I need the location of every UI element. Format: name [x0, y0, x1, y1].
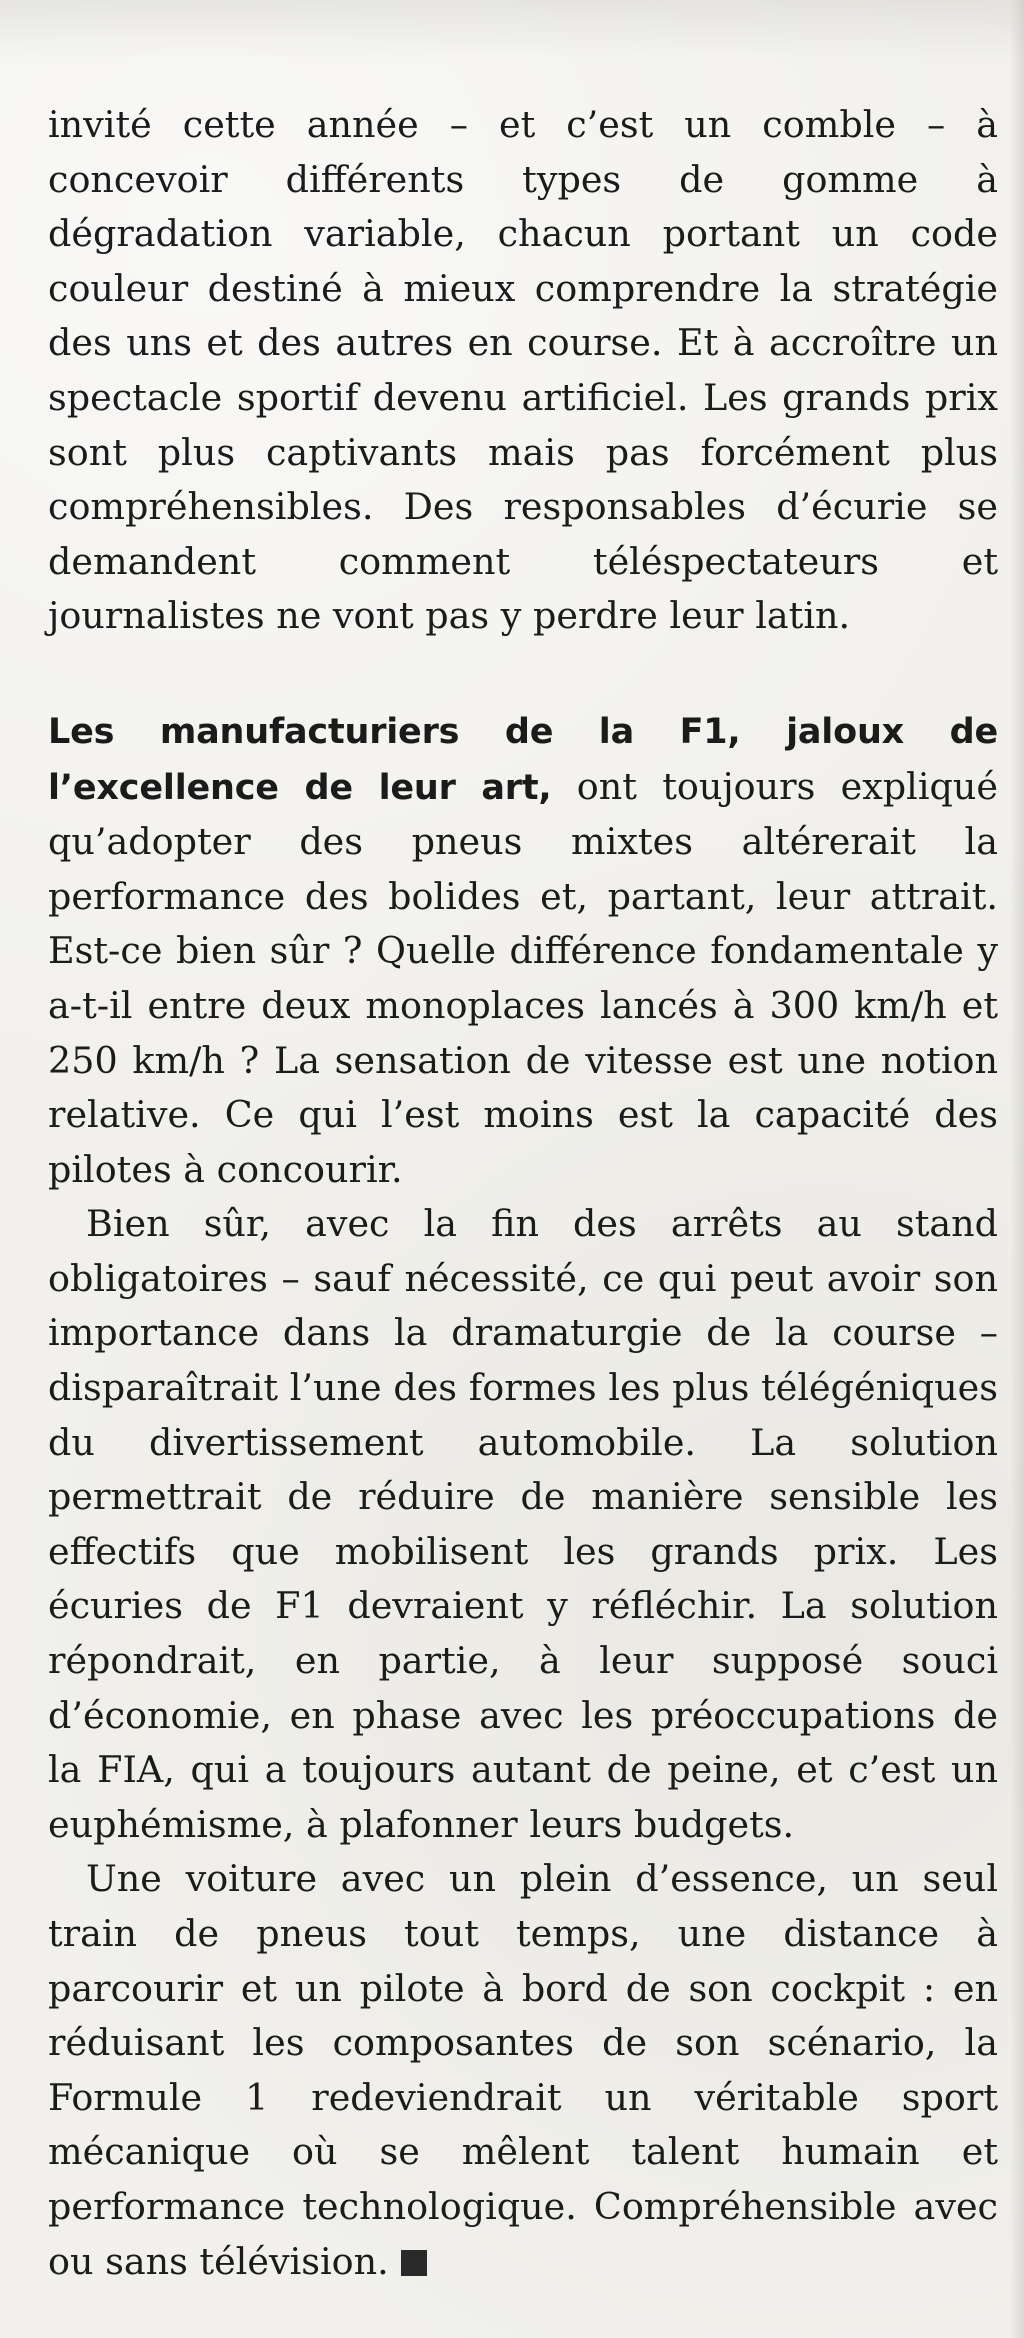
paragraph-2 [48, 704, 998, 1197]
end-of-article-mark [401, 2250, 427, 2276]
page-edge-right [1010, 0, 1024, 2338]
article-column [48, 98, 998, 2289]
paragraph-2-lead: Les manufacturiers de la F1, jaloux de l’excellence de leur art, [48, 711, 998, 808]
paragraph-4 [48, 1852, 998, 2289]
paragraph-1-text: invité cette année – et c’est un comble – à concevoir différents types de gomme à dégradation variable, chacun portant un code couleur destiné à mieux comprendre la stratégie des uns et des autres en course. Et à accroître un spectacle sportif devenu artificiel. Les grands prix sont plus captivants mais pas forcément plus compréhensibles. Des responsables d’écurie se demandent comment téléspectateurs et journalistes ne vont pas y perdre leur latin. [48, 103, 998, 638]
paragraph-3 [48, 1197, 998, 1852]
paragraph-1 [48, 98, 998, 644]
paragraph-3-text: Bien sûr, avec la fin des arrêts au stand obligatoires – sauf nécessité, ce qui peut avoir son importance dans la dramaturgie de la course – disparaîtrait l’une des formes les plus télégéniques du divertissement automobile. La solution permettrait de réduire de manière sensible les effectifs que mobilisent les grands prix. Les écuries de F1 devraient y réfléchir. La solution répondrait, en partie, à leur supposé souci d’économie, en phase avec les préoccupations de la FIA, qui a toujours autant de peine, et c’est un euphémisme, à plafonner leurs budgets. [48, 1202, 998, 1846]
paragraph-2-text: ont toujours expliqué qu’adopter des pneus mixtes altérerait la performance des bolides et, partant, leur attrait. Est-ce bien sûr ? Quelle différence fondamentale y a-t-il entre deux monoplaces lancés à 300 km/h et 250 km/h ? La sensation de vitesse est une notion relative. Ce qui l’est moins est la capacité des pilotes à concourir. [48, 764, 998, 1191]
paragraph-4-text: Une voiture avec un plein d’essence, un seul train de pneus tout temps, une distance à parcourir et un pilote à bord de son cockpit : en réduisant les composantes de son scénario, la Formule 1 redeviendrait un véritable sport mécanique où se mêlent talent humain et performance technologique. Compréhensible avec ou sans télévision. [48, 1857, 998, 2283]
page-shadow-top [0, 0, 1024, 60]
